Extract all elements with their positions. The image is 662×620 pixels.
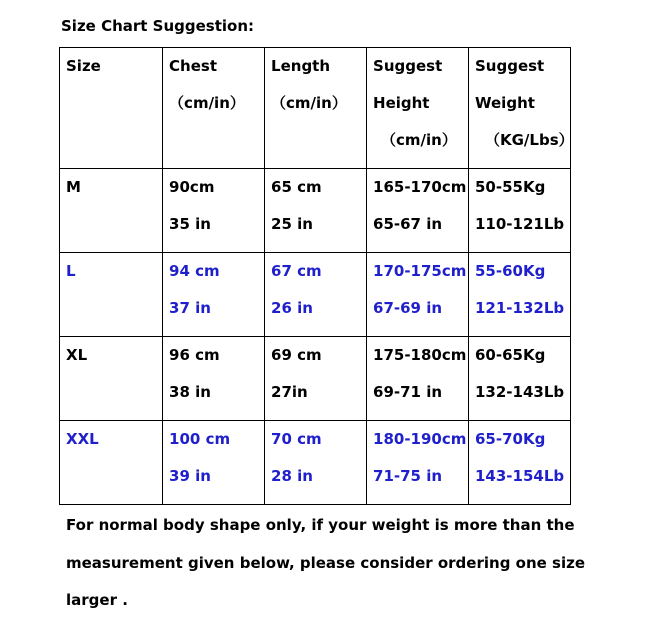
- table-row: [60, 169, 571, 253]
- cell-height: 175-180cm 69-71 in: [367, 337, 469, 421]
- cell-size: XXL: [60, 421, 163, 505]
- cell-chest: 90cm 35 in: [163, 169, 265, 253]
- cell-length: 67 cm 26 in: [265, 253, 367, 337]
- header-height: Suggest Height （cm/in）: [367, 48, 469, 169]
- cell-weight: 55-60Kg 121-132Lb: [469, 253, 571, 337]
- cell-size: XL: [60, 337, 163, 421]
- size-note: For normal body shape only, if your weight is more than the measurement given below, please consider ordering one size larger .: [66, 516, 586, 609]
- table-header-row: [60, 48, 571, 169]
- table-row: [60, 253, 571, 337]
- cell-size: M: [60, 169, 163, 253]
- cell-weight: 50-55Kg 110-121Lb: [469, 169, 571, 253]
- header-size: Size: [60, 48, 163, 169]
- cell-height: 180-190cm 71-75 in: [367, 421, 469, 505]
- cell-length: 70 cm 28 in: [265, 421, 367, 505]
- cell-height: 170-175cm 67-69 in: [367, 253, 469, 337]
- cell-chest: 94 cm 37 in: [163, 253, 265, 337]
- size-chart-table: [59, 47, 574, 505]
- header-weight: Suggest Weight （KG/Lbs）: [469, 48, 571, 169]
- cell-weight: 65-70Kg 143-154Lb: [469, 421, 571, 505]
- cell-weight: 60-65Kg 132-143Lb: [469, 337, 571, 421]
- cell-length: 65 cm 25 in: [265, 169, 367, 253]
- cell-size: L: [60, 253, 163, 337]
- cell-chest: 96 cm 38 in: [163, 337, 265, 421]
- table-row: [60, 337, 571, 421]
- header-chest: Chest （cm/in）: [163, 48, 265, 169]
- cell-length: 69 cm 27in: [265, 337, 367, 421]
- table-row: [60, 421, 571, 505]
- page-title: Size Chart Suggestion:: [61, 17, 255, 35]
- cell-chest: 100 cm 39 in: [163, 421, 265, 505]
- cell-height: 165-170cm 65-67 in: [367, 169, 469, 253]
- header-length: Length （cm/in）: [265, 48, 367, 169]
